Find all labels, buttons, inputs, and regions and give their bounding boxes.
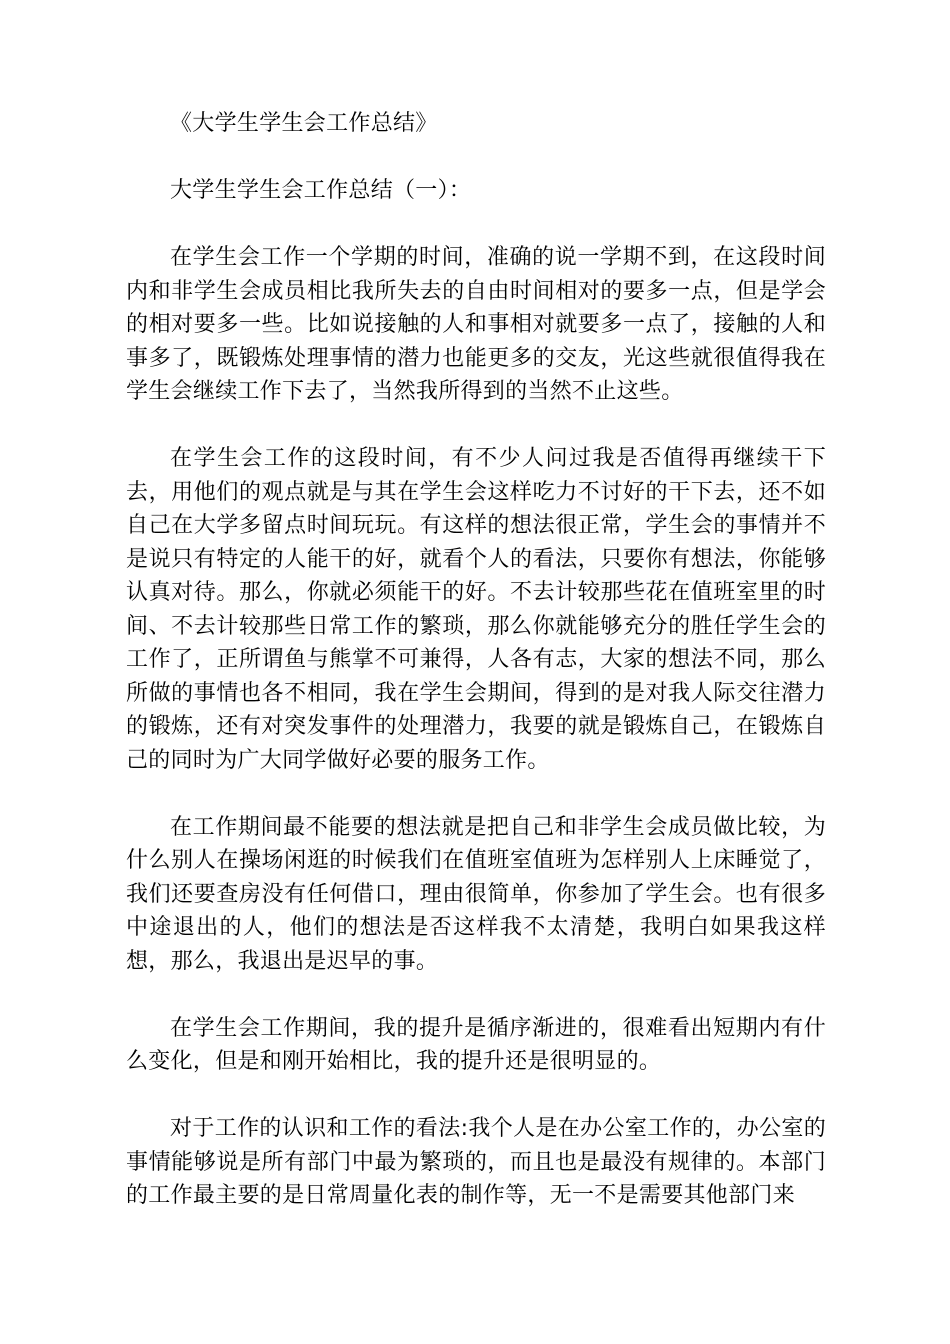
document-title: 《大学生学生会工作总结》 (170, 111, 438, 136)
paragraph-1: 在学生会工作一个学期的时间，准确的说一学期不到，在这段时间内和非学生会成员相比我所失去的自由时间相对的要多一点，但是学会的相对要多一些。比如说接触的人和事相对就要多一点了，接触的人和事多了，既锻炼处理事情的潜力也能更多的交友，光这些就很值得我在学生会继续工作下去了，当然我所得到的当然不止这些。 (126, 245, 826, 404)
section-heading: 大学生学生会工作总结（一）： (170, 178, 472, 203)
paragraph-4: 在学生会工作期间，我的提升是循序渐进的，很难看出短期内有什么变化，但是和刚开始相比，我的提升还是很明显的。 (126, 1015, 826, 1074)
paragraph-3: 在工作期间最不能要的想法就是把自己和非学生会成员做比较，为什么别人在操场闲逛的时候我们在值班室值班为怎样别人上床睡觉了，我们还要查房没有任何借口，理由很简单，你参加了学生会。也有很多中途退出的人，他们的想法是否这样我不太清楚，我明白如果我这样想，那么，我退出是迟早的事。 (126, 814, 826, 974)
document-body (126, 107, 826, 1213)
paragraph-5: 对于工作的认识和工作的看法:我个人是在办公室工作的，办公室的事情能够说是所有部门中最为繁琐的，而且也是最没有规律的。本部门的工作最主要的是日常周量化表的制作等，无一不是需要其他部门来 (126, 1116, 826, 1208)
paragraph-2: 在学生会工作的这段时间，有不少人问过我是否值得再继续干下去，用他们的观点就是与其在学生会这样吃力不讨好的干下去，还不如自己在大学多留点时间玩玩。有这样的想法很正常，学生会的事情并不是说只有特定的人能干的好，就看个人的看法，只要你有想法，你能够认真对待。那么，你就必须能干的好。不去计较那些花在值班室里的时间、不去计较那些日常工作的繁琐，那么你就能够充分的胜任学生会的工作了，正所谓鱼与熊掌不可兼得，人各有志，大家的想法不同，那么所做的事情也各不相同，我在学生会期间，得到的是对我人际交往潜力的锻炼，还有对突发事件的处理潜力，我要的就是锻炼自己，在锻炼自己的同时为广大同学做好必要的服务工作。 (126, 446, 826, 773)
